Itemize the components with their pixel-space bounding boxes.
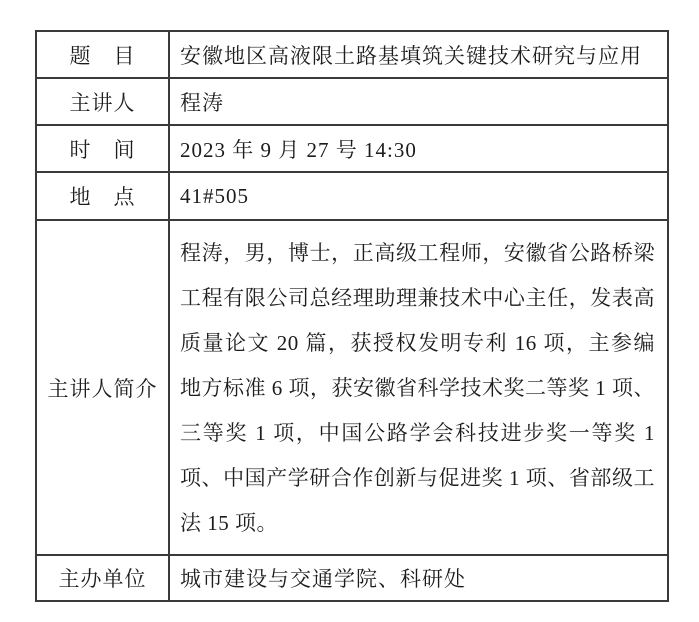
time-value: 2023 年 9 月 27 号 14:30 bbox=[169, 125, 668, 172]
speaker-label: 主讲人 bbox=[36, 78, 169, 125]
table-row-title bbox=[36, 31, 668, 78]
title-value: 安徽地区高液限土路基填筑关键技术研究与应用 bbox=[169, 31, 668, 78]
place-value: 41#505 bbox=[169, 172, 668, 220]
time-label: 时 间 bbox=[36, 125, 169, 172]
table-row-host bbox=[36, 555, 668, 601]
table-row-speaker-bio bbox=[36, 220, 668, 555]
host-value: 城市建设与交通学院、科研处 bbox=[169, 555, 668, 601]
table-row-speaker bbox=[36, 78, 668, 125]
speaker-value: 程涛 bbox=[169, 78, 668, 125]
speaker-bio-label: 主讲人简介 bbox=[36, 220, 169, 555]
host-label: 主办单位 bbox=[36, 555, 169, 601]
table-row-place bbox=[36, 172, 668, 220]
title-label: 题 目 bbox=[36, 31, 169, 78]
speaker-bio-value: 程涛，男，博士，正高级工程师，安徽省公路桥梁工程有限公司总经理助理兼技术中心主任，发表高质量论文 20 篇，获授权发明专利 16 项，主参编地方标准 6 项，获安徽省科学技术奖二等奖 1 项、三等奖 1 项，中国公路学会科技进步奖一等奖 1 项、中国产学研合作创新与促进奖 1 项、省部级工法 15 项。 bbox=[169, 220, 668, 555]
lecture-announcement-table bbox=[35, 30, 669, 602]
place-label: 地 点 bbox=[36, 172, 169, 220]
table-row-time bbox=[36, 125, 668, 172]
